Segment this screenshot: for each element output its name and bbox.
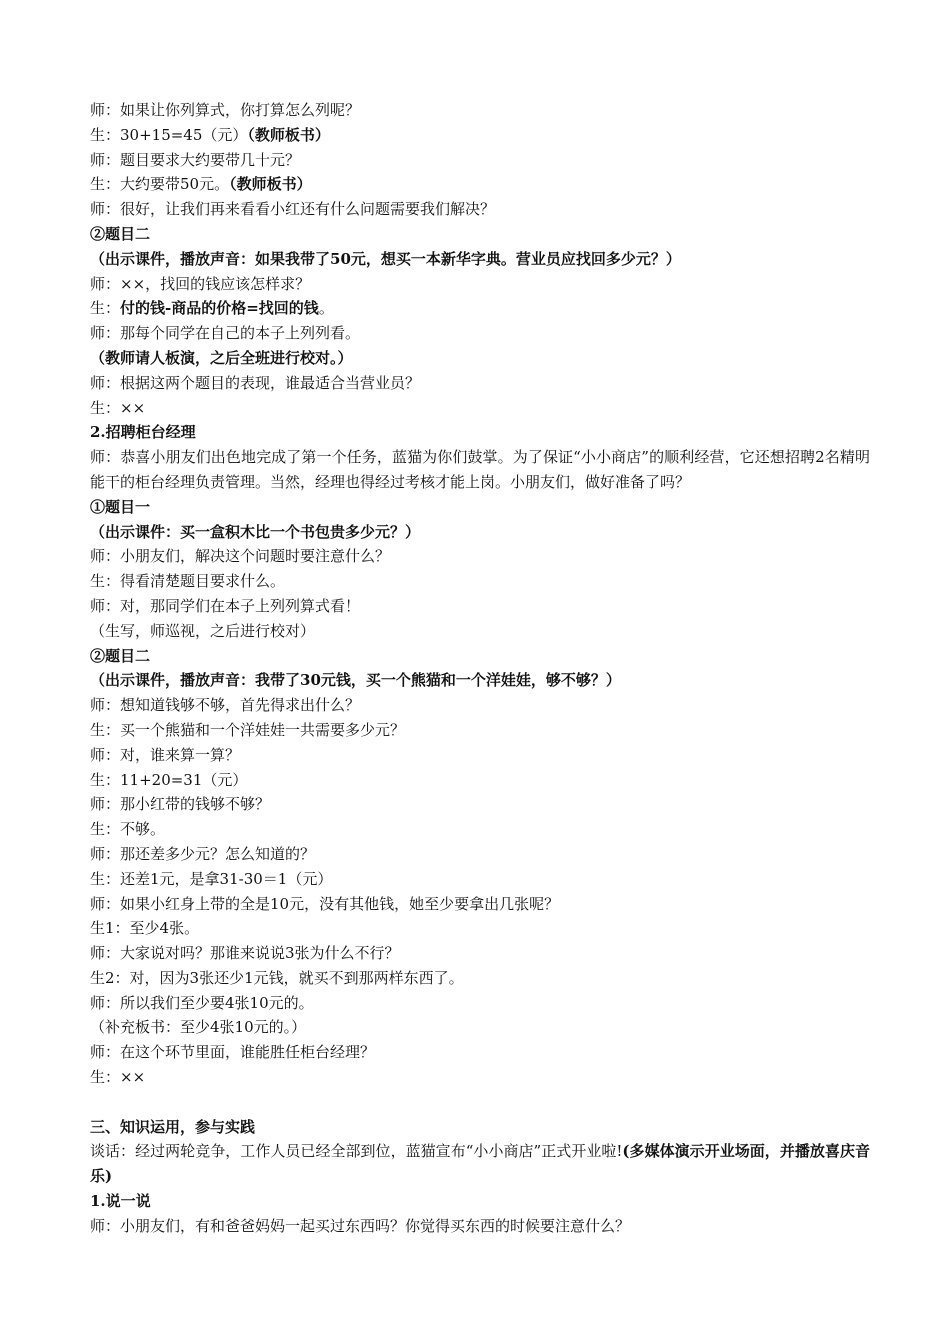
text-line [90, 842, 870, 867]
text-segment: 生2：对，因为3张还少1元钱，就买不到那两样东西了。 [90, 968, 464, 987]
text-line [90, 1015, 870, 1040]
text-segment: 师：那还差多少元？怎么知道的？ [90, 844, 316, 863]
text-line [90, 520, 870, 545]
text-line [90, 445, 870, 495]
text-segment: 师：小朋友们，有和爸爸妈妈一起买过东西吗？你觉得买东西的时候要注意什么？ [90, 1216, 631, 1235]
text-segment: 师：恭喜小朋友们出色地完成了第一个任务，蓝猫为你们鼓掌。为了保证“小小商店”的顺利经营，它还想招聘2名精明能干的柜台经理负责管理。当然，经理也得经过考核才能上岗。小朋友们，做好准备了吗？ [90, 448, 870, 491]
text-line [90, 321, 870, 346]
text-segment: 生1：至少4张。 [90, 919, 200, 938]
text-line [90, 867, 870, 892]
text-line [90, 1139, 870, 1189]
text-line [90, 222, 870, 247]
text-line [90, 495, 870, 520]
text-line [90, 966, 870, 991]
text-line [90, 1115, 870, 1140]
text-line [90, 792, 870, 817]
text-segment: 生： [90, 299, 121, 318]
text-segment: 生：不够。 [90, 820, 166, 839]
text-line [90, 916, 870, 941]
text-segment: 师：根据这两个题目的表现，谁最适合当营业员？ [90, 373, 421, 392]
text-line [90, 544, 870, 569]
text-line [90, 991, 870, 1016]
text-line [90, 272, 870, 297]
text-line [90, 420, 870, 445]
bold-text-segment: 2.招聘柜台经理 [90, 423, 196, 442]
text-segment: 生：得看清楚题目要求什么。 [90, 572, 286, 591]
text-segment: 师：在这个环节里面，谁能胜任柜台经理？ [90, 1043, 376, 1062]
text-line [90, 296, 870, 321]
text-line [90, 693, 870, 718]
bold-text-segment: ①题目一 [90, 497, 151, 516]
text-segment: 生：30+15=45（元） [90, 125, 248, 144]
bold-text-segment: ②题目二 [90, 224, 151, 243]
text-line [90, 148, 870, 173]
text-line [90, 1040, 870, 1065]
text-segment: 师：小朋友们，解决这个问题时要注意什么？ [90, 547, 391, 566]
text-segment: 师：想知道钱够不够，首先得求出什么？ [90, 696, 361, 715]
text-line [90, 1189, 870, 1214]
text-segment: 师：那每个同学在自己的本子上列列看。 [90, 324, 361, 343]
text-line [90, 594, 870, 619]
text-segment: 师：如果小红身上带的全是10元，没有其他钱，她至少要拿出几张呢？ [90, 894, 560, 913]
text-line [90, 172, 870, 197]
text-segment: （补充板书：至少4张10元的。） [90, 1018, 307, 1037]
bold-text-segment: 付的钱-商品的价格=找回的钱 [120, 299, 319, 318]
bold-text-segment: （教师请人板演，之后全班进行校对。） [90, 348, 353, 367]
text-line [90, 247, 870, 272]
text-segment: 师：很好，让我们再来看看小红还有什么问题需要我们解决？ [90, 200, 496, 219]
text-line [90, 619, 870, 644]
text-segment: 谈话：经过两轮竞争，工作人员已经全部到位，蓝猫宣布“小小商店”正式开业啦! [90, 1142, 623, 1161]
text-segment: 生：还差1元，是拿31-30＝1（元） [90, 869, 333, 888]
text-line [90, 396, 870, 421]
text-line [90, 371, 870, 396]
document-page [90, 98, 870, 1239]
text-segment: 师：如果让你列算式，你打算怎么列呢？ [90, 101, 361, 119]
text-segment: 生：大约要带50元。 [90, 175, 230, 194]
text-line [90, 718, 870, 743]
bold-text-segment: 1.说一说 [90, 1192, 151, 1211]
bold-text-segment: (多媒体演示开业场面，并播放喜庆音乐) [90, 1142, 870, 1186]
text-segment: 生：买一个熊猫和一个洋娃娃一共需要多少元？ [90, 720, 406, 739]
text-segment: 师：题目要求大约要带几十元？ [90, 150, 301, 169]
text-segment: 生：×× [90, 398, 146, 417]
bold-text-segment: （出示课件，播放声音：如果我带了50元，想买一本新华字典。营业员应找回多少元？） [90, 249, 681, 268]
text-line [90, 123, 870, 148]
text-line [90, 668, 870, 693]
text-line [90, 346, 870, 371]
text-segment: 师：××，找回的钱应该怎样求？ [90, 274, 311, 293]
text-line [90, 817, 870, 842]
text-line [90, 98, 870, 123]
text-line [90, 941, 870, 966]
bold-text-segment: （教师板书） [247, 125, 330, 144]
bold-text-segment: 三、知识运用，参与实践 [90, 1117, 256, 1136]
text-segment: 师：所以我们至少要4张10元的。 [90, 993, 314, 1012]
text-segment: 生：11+20=31（元） [90, 770, 248, 789]
bold-text-segment: （出示课件：买一盒积木比一个书包贵多少元？） [90, 522, 421, 541]
text-segment: 师：大家说对吗？那谁来说说3张为什么不行？ [90, 944, 400, 963]
text-line [90, 743, 870, 768]
text-line [90, 644, 870, 669]
text-segment: 。 [318, 299, 334, 318]
text-segment: 师：那小红带的钱够不够？ [90, 795, 271, 814]
text-line [90, 1214, 870, 1239]
text-segment: 师：对，那同学们在本子上列列算式看！ [90, 596, 361, 615]
blank-line [90, 1090, 870, 1115]
text-segment: 生：×× [90, 1068, 146, 1087]
bold-text-segment: ②题目二 [90, 646, 151, 665]
text-line [90, 892, 870, 917]
bold-text-segment: （出示课件，播放声音：我带了30元钱，买一个熊猫和一个洋娃娃，够不够？） [90, 671, 621, 690]
text-line [90, 569, 870, 594]
text-line [90, 1065, 870, 1090]
text-segment: 师：对，谁来算一算？ [90, 745, 241, 764]
bold-text-segment: （教师板书） [229, 175, 312, 194]
text-segment: （生写，师巡视，之后进行校对） [90, 621, 316, 640]
text-line [90, 768, 870, 793]
text-line [90, 197, 870, 222]
